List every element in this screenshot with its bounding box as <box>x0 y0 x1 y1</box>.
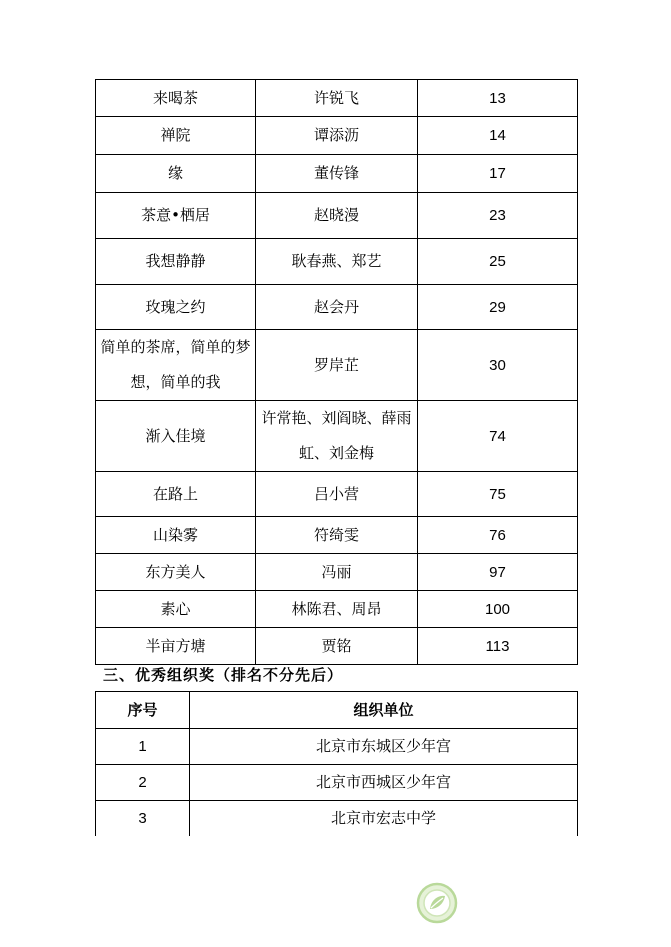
row-index: 1 <box>96 729 190 765</box>
work-number: 76 <box>418 517 578 554</box>
work-authors: 许锐飞 <box>256 80 418 117</box>
work-number: 113 <box>418 628 578 665</box>
section-heading: 三、优秀组织奖（排名不分先后） <box>103 666 344 684</box>
work-authors-text: 许常艳、刘阎晓、薛雨虹、刘金梅 <box>261 409 412 462</box>
row-index: 3 <box>96 801 190 837</box>
work-number: 75 <box>418 472 578 517</box>
work-authors <box>256 401 418 472</box>
table-row <box>96 330 578 401</box>
work-title: 在路上 <box>96 472 256 517</box>
column-header-unit: 组织单位 <box>190 692 578 729</box>
work-title: 茶意•栖居 <box>96 193 256 239</box>
work-title <box>96 330 256 401</box>
row-unit: 北京市宏志中学 <box>190 801 578 837</box>
work-authors: 耿春燕、郑艺 <box>256 239 418 285</box>
table-row <box>96 401 578 472</box>
table-row <box>96 193 578 239</box>
work-number: 74 <box>418 401 578 472</box>
table-row <box>96 472 578 517</box>
table-row <box>96 801 578 837</box>
work-authors: 吕小营 <box>256 472 418 517</box>
work-number: 97 <box>418 554 578 591</box>
table-header-row <box>96 692 578 729</box>
work-title: 山染雾 <box>96 517 256 554</box>
work-authors: 谭添沥 <box>256 117 418 155</box>
work-title: 东方美人 <box>96 554 256 591</box>
work-authors: 林陈君、周昂 <box>256 591 418 628</box>
table-row <box>96 155 578 193</box>
work-number: 30 <box>418 330 578 401</box>
table-row <box>96 765 578 801</box>
table-row <box>96 554 578 591</box>
work-title: 我想静静 <box>96 239 256 285</box>
work-title-text: 简单的茶席，简单的梦想，简单的我 <box>100 338 251 391</box>
row-index: 2 <box>96 765 190 801</box>
row-unit: 北京市东城区少年宫 <box>190 729 578 765</box>
work-number: 17 <box>418 155 578 193</box>
work-authors: 罗岸芷 <box>256 330 418 401</box>
organization-table <box>95 691 578 836</box>
work-number: 13 <box>418 80 578 117</box>
work-title: 来喝茶 <box>96 80 256 117</box>
awards-table <box>95 79 578 665</box>
table-row <box>96 80 578 117</box>
work-number: 25 <box>418 239 578 285</box>
work-number: 23 <box>418 193 578 239</box>
table-row <box>96 285 578 330</box>
work-number: 100 <box>418 591 578 628</box>
row-unit: 北京市西城区少年宫 <box>190 765 578 801</box>
work-authors: 赵晓漫 <box>256 193 418 239</box>
work-title: 半亩方塘 <box>96 628 256 665</box>
work-authors: 冯丽 <box>256 554 418 591</box>
column-header-index: 序号 <box>96 692 190 729</box>
work-authors: 符绮雯 <box>256 517 418 554</box>
work-number: 14 <box>418 117 578 155</box>
table-row <box>96 628 578 665</box>
table-row <box>96 591 578 628</box>
work-authors: 赵会丹 <box>256 285 418 330</box>
work-title: 素心 <box>96 591 256 628</box>
work-title: 渐入佳境 <box>96 401 256 472</box>
work-authors: 贾铭 <box>256 628 418 665</box>
leaf-logo-icon <box>416 882 458 924</box>
table-row <box>96 729 578 765</box>
work-title: 玫瑰之约 <box>96 285 256 330</box>
work-title: 禅院 <box>96 117 256 155</box>
work-number: 29 <box>418 285 578 330</box>
table-row <box>96 517 578 554</box>
work-title: 缘 <box>96 155 256 193</box>
work-authors: 董传锋 <box>256 155 418 193</box>
table-row <box>96 117 578 155</box>
table-row <box>96 239 578 285</box>
